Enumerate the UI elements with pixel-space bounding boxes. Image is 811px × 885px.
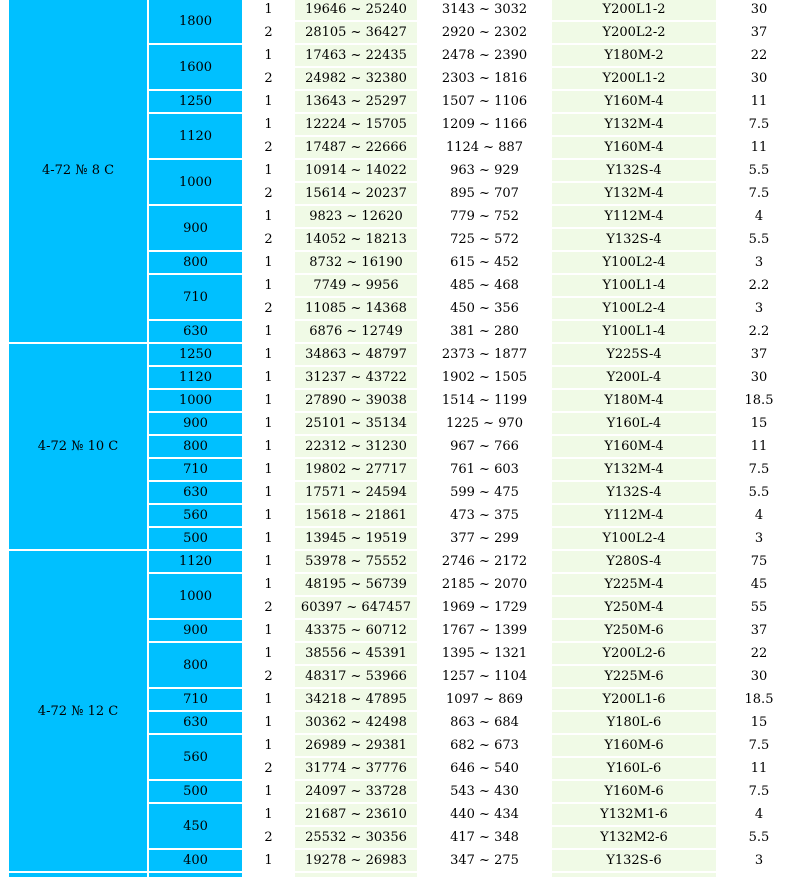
motor-power-cell: 15 [718, 712, 800, 733]
rotation-speed-cell: 1800 [149, 0, 242, 43]
position-cell: 1 [244, 45, 293, 66]
rotation-speed-cell: 560 [149, 735, 242, 779]
pressure-range-cell: 1225 ~ 970 [419, 413, 550, 434]
rotation-speed-cell: 1250 [149, 344, 242, 365]
motor-model-cell: Y132M2-6 [552, 827, 716, 848]
pressure-range-cell: 2303 ~ 1816 [419, 68, 550, 89]
motor-model-cell: Y160M-6 [552, 781, 716, 802]
motor-model-cell: Y100L2-4 [552, 252, 716, 273]
motor-model-cell: Y160M-6 [552, 735, 716, 756]
motor-model-cell: Y250M-6 [552, 620, 716, 641]
flow-range-cell: 25101 ~ 35134 [295, 413, 417, 434]
flow-range-cell: 24097 ~ 33728 [295, 781, 417, 802]
motor-model-cell: Y100L2-4 [552, 528, 716, 549]
motor-power-cell: 37 [718, 22, 800, 43]
pressure-range-cell: 2746 ~ 2172 [419, 551, 550, 572]
position-cell: 1 [244, 735, 293, 756]
position-cell: 1 [244, 781, 293, 802]
motor-power-cell: 3 [718, 528, 800, 549]
flow-range-cell: 27890 ~ 39038 [295, 390, 417, 411]
position-cell: 2 [244, 183, 293, 204]
rotation-speed-cell: 1120 [149, 114, 242, 158]
motor-model-cell: Y160M-4 [552, 137, 716, 158]
position-cell: 2 [244, 827, 293, 848]
motor-power-cell: 7.5 [718, 781, 800, 802]
position-cell: 1 [244, 850, 293, 871]
motor-power-cell: 22 [718, 643, 800, 664]
pressure-range-cell: 1902 ~ 1505 [419, 367, 550, 388]
flow-range-cell: 12224 ~ 15705 [295, 114, 417, 135]
rotation-speed-cell: 560 [149, 505, 242, 526]
position-cell: 1 [244, 344, 293, 365]
pressure-range-cell: 599 ~ 475 [419, 482, 550, 503]
flow-range-cell: 48317 ~ 53966 [295, 666, 417, 687]
pressure-range-cell: 1097 ~ 869 [419, 689, 550, 710]
flow-range-cell: 53978 ~ 75552 [295, 551, 417, 572]
motor-model-cell: Y200L1-2 [552, 0, 716, 20]
motor-power-cell: 5.5 [718, 160, 800, 181]
fan-model-cell: 4-72 № 10 C [9, 344, 147, 549]
motor-power-cell: 2.2 [718, 275, 800, 296]
motor-model-cell: Y200L2-6 [552, 643, 716, 664]
motor-model-cell: Y250M-4 [552, 597, 716, 618]
pressure-range-cell: 485 ~ 468 [419, 275, 550, 296]
motor-model-cell: Y100L1-4 [552, 275, 716, 296]
motor-model-cell: Y112M-4 [552, 206, 716, 227]
pressure-range-cell: 863 ~ 684 [419, 712, 550, 733]
pressure-range-cell: 1395 ~ 1321 [419, 643, 550, 664]
position-cell: 2 [244, 597, 293, 618]
pressure-range-cell: 1507 ~ 1106 [419, 91, 550, 112]
rotation-speed-cell: 630 [149, 321, 242, 342]
pressure-range-cell: 682 ~ 673 [419, 735, 550, 756]
motor-model-cell: Y180L-6 [552, 712, 716, 733]
flow-range-cell: 34218 ~ 47895 [295, 689, 417, 710]
pressure-range-cell: 1514 ~ 1199 [419, 390, 550, 411]
rotation-speed-cell: 1250 [149, 91, 242, 112]
position-cell: 2 [244, 68, 293, 89]
motor-power-cell: 18.5 [718, 689, 800, 710]
fan-model-cell: 4-72 № 12 C [9, 551, 147, 871]
position-cell: 1 [244, 275, 293, 296]
motor-model-cell: Y112M-4 [552, 505, 716, 526]
rotation-speed-cell: 900 [149, 206, 242, 250]
motor-model-cell: Y132S-4 [552, 160, 716, 181]
flow-range-cell: 31237 ~ 43722 [295, 367, 417, 388]
pressure-range-cell: 1209 ~ 1166 [419, 114, 550, 135]
position-cell: 1 [244, 321, 293, 342]
position-cell: 2 [244, 137, 293, 158]
motor-power-cell: 3 [718, 850, 800, 871]
motor-power-cell: 4 [718, 804, 800, 825]
position-cell: 1 [244, 620, 293, 641]
motor-model-cell: Y160L-4 [552, 413, 716, 434]
flow-range-cell: 6876 ~ 12749 [295, 321, 417, 342]
position-cell: 1 [244, 505, 293, 526]
motor-power-cell: 3 [718, 252, 800, 273]
pressure-range-cell: 761 ~ 603 [419, 459, 550, 480]
partial-cell [552, 873, 716, 877]
pressure-range-cell: 417 ~ 348 [419, 827, 550, 848]
flow-range-cell: 43375 ~ 60712 [295, 620, 417, 641]
flow-range-cell: 31774 ~ 37776 [295, 758, 417, 779]
rotation-speed-cell: 900 [149, 413, 242, 434]
pressure-range-cell: 2185 ~ 2070 [419, 574, 550, 595]
pressure-range-cell: 967 ~ 766 [419, 436, 550, 457]
flow-range-cell: 15618 ~ 21861 [295, 505, 417, 526]
motor-power-cell: 4 [718, 206, 800, 227]
motor-power-cell: 30 [718, 367, 800, 388]
pressure-range-cell: 1969 ~ 1729 [419, 597, 550, 618]
rotation-speed-cell: 800 [149, 643, 242, 687]
table-row [9, 873, 800, 877]
motor-model-cell: Y180M-4 [552, 390, 716, 411]
position-cell: 1 [244, 804, 293, 825]
pressure-range-cell: 440 ~ 434 [419, 804, 550, 825]
motor-model-cell: Y100L2-4 [552, 298, 716, 319]
flow-range-cell: 17487 ~ 22666 [295, 137, 417, 158]
position-cell: 1 [244, 689, 293, 710]
motor-power-cell: 3 [718, 298, 800, 319]
pressure-range-cell: 895 ~ 707 [419, 183, 550, 204]
pressure-range-cell: 347 ~ 275 [419, 850, 550, 871]
position-cell: 1 [244, 551, 293, 572]
partial-cell [295, 873, 417, 877]
spec-table-wrapper [7, 0, 802, 879]
motor-power-cell: 11 [718, 436, 800, 457]
position-cell: 1 [244, 482, 293, 503]
position-cell: 1 [244, 528, 293, 549]
motor-model-cell: Y160L-6 [552, 758, 716, 779]
motor-power-cell: 2.2 [718, 321, 800, 342]
position-cell: 2 [244, 666, 293, 687]
pressure-range-cell: 450 ~ 356 [419, 298, 550, 319]
motor-power-cell: 55 [718, 597, 800, 618]
flow-range-cell: 24982 ~ 32380 [295, 68, 417, 89]
position-cell: 1 [244, 367, 293, 388]
pressure-range-cell: 381 ~ 280 [419, 321, 550, 342]
rotation-speed-cell: 710 [149, 459, 242, 480]
flow-range-cell: 60397 ~ 647457 [295, 597, 417, 618]
rotation-speed-cell: 500 [149, 781, 242, 802]
position-cell: 2 [244, 229, 293, 250]
pressure-range-cell: 2373 ~ 1877 [419, 344, 550, 365]
flow-range-cell: 21687 ~ 23610 [295, 804, 417, 825]
flow-range-cell: 17571 ~ 24594 [295, 482, 417, 503]
position-cell: 1 [244, 436, 293, 457]
motor-model-cell: Y160M-4 [552, 436, 716, 457]
flow-range-cell: 30362 ~ 42498 [295, 712, 417, 733]
fan-model-cell: 4-72 № 8 C [9, 0, 147, 342]
motor-power-cell: 15 [718, 413, 800, 434]
rotation-speed-cell: 500 [149, 528, 242, 549]
rotation-speed-cell: 900 [149, 620, 242, 641]
motor-power-cell: 11 [718, 137, 800, 158]
flow-range-cell: 15614 ~ 20237 [295, 183, 417, 204]
rotation-speed-cell: 450 [149, 804, 242, 848]
motor-power-cell: 7.5 [718, 183, 800, 204]
table-row [9, 344, 800, 365]
motor-power-cell: 18.5 [718, 390, 800, 411]
rotation-speed-cell: 1000 [149, 160, 242, 204]
rotation-speed-cell: 1000 [149, 390, 242, 411]
motor-power-cell: 30 [718, 0, 800, 20]
motor-model-cell: Y160M-4 [552, 91, 716, 112]
motor-power-cell: 30 [718, 666, 800, 687]
flow-range-cell: 19646 ~ 25240 [295, 0, 417, 20]
motor-model-cell: Y225M-6 [552, 666, 716, 687]
pressure-range-cell: 646 ~ 540 [419, 758, 550, 779]
pressure-range-cell: 779 ~ 752 [419, 206, 550, 227]
motor-power-cell: 7.5 [718, 735, 800, 756]
motor-power-cell: 30 [718, 68, 800, 89]
motor-power-cell: 75 [718, 551, 800, 572]
flow-range-cell: 19802 ~ 27717 [295, 459, 417, 480]
motor-power-cell: 5.5 [718, 229, 800, 250]
table-row [9, 551, 800, 572]
fan-spec-table [7, 0, 802, 879]
motor-model-cell: Y132S-4 [552, 229, 716, 250]
flow-range-cell: 26989 ~ 29381 [295, 735, 417, 756]
position-cell: 1 [244, 574, 293, 595]
flow-range-cell: 34863 ~ 48797 [295, 344, 417, 365]
motor-model-cell: Y100L1-4 [552, 321, 716, 342]
motor-model-cell: Y132S-4 [552, 482, 716, 503]
motor-model-cell: Y200L1-6 [552, 689, 716, 710]
position-cell: 1 [244, 413, 293, 434]
rotation-speed-cell: 630 [149, 482, 242, 503]
position-cell: 1 [244, 114, 293, 135]
pressure-range-cell: 473 ~ 375 [419, 505, 550, 526]
rotation-speed-cell: 710 [149, 275, 242, 319]
flow-range-cell: 25532 ~ 30356 [295, 827, 417, 848]
flow-range-cell: 19278 ~ 26983 [295, 850, 417, 871]
partial-cell [419, 873, 550, 877]
motor-power-cell: 11 [718, 91, 800, 112]
motor-model-cell: Y132M-4 [552, 459, 716, 480]
motor-power-cell: 5.5 [718, 827, 800, 848]
position-cell: 1 [244, 206, 293, 227]
flow-range-cell: 22312 ~ 31230 [295, 436, 417, 457]
flow-range-cell: 14052 ~ 18213 [295, 229, 417, 250]
rotation-speed-cell: 710 [149, 689, 242, 710]
position-cell: 1 [244, 0, 293, 20]
position-cell: 1 [244, 390, 293, 411]
partial-cell [149, 873, 242, 877]
position-cell: 1 [244, 91, 293, 112]
position-cell: 1 [244, 712, 293, 733]
flow-range-cell: 17463 ~ 22435 [295, 45, 417, 66]
pressure-range-cell: 1124 ~ 887 [419, 137, 550, 158]
motor-power-cell: 22 [718, 45, 800, 66]
rotation-speed-cell: 400 [149, 850, 242, 871]
flow-range-cell: 8732 ~ 16190 [295, 252, 417, 273]
motor-model-cell: Y132S-6 [552, 850, 716, 871]
motor-power-cell: 5.5 [718, 482, 800, 503]
motor-model-cell: Y225M-4 [552, 574, 716, 595]
flow-range-cell: 9823 ~ 12620 [295, 206, 417, 227]
position-cell: 1 [244, 643, 293, 664]
motor-model-cell: Y132M-4 [552, 183, 716, 204]
flow-range-cell: 13945 ~ 19519 [295, 528, 417, 549]
motor-model-cell: Y200L-4 [552, 367, 716, 388]
rotation-speed-cell: 1600 [149, 45, 242, 89]
motor-power-cell: 11 [718, 758, 800, 779]
partial-cell [9, 873, 147, 877]
rotation-speed-cell: 1120 [149, 367, 242, 388]
motor-power-cell: 45 [718, 574, 800, 595]
motor-power-cell: 37 [718, 344, 800, 365]
motor-model-cell: Y200L1-2 [552, 68, 716, 89]
motor-model-cell: Y225S-4 [552, 344, 716, 365]
pressure-range-cell: 963 ~ 929 [419, 160, 550, 181]
flow-range-cell: 13643 ~ 25297 [295, 91, 417, 112]
motor-model-cell: Y132M-4 [552, 114, 716, 135]
rotation-speed-cell: 800 [149, 436, 242, 457]
pressure-range-cell: 543 ~ 430 [419, 781, 550, 802]
table-row [9, 0, 800, 20]
pressure-range-cell: 2920 ~ 2302 [419, 22, 550, 43]
pressure-range-cell: 3143 ~ 3032 [419, 0, 550, 20]
partial-cell [244, 873, 293, 877]
position-cell: 2 [244, 298, 293, 319]
motor-power-cell: 7.5 [718, 459, 800, 480]
flow-range-cell: 48195 ~ 56739 [295, 574, 417, 595]
flow-range-cell: 28105 ~ 36427 [295, 22, 417, 43]
rotation-speed-cell: 1000 [149, 574, 242, 618]
position-cell: 2 [244, 758, 293, 779]
motor-model-cell: Y200L2-2 [552, 22, 716, 43]
pressure-range-cell: 1257 ~ 1104 [419, 666, 550, 687]
position-cell: 2 [244, 22, 293, 43]
flow-range-cell: 7749 ~ 9956 [295, 275, 417, 296]
spec-table-body [9, 0, 800, 877]
motor-power-cell: 37 [718, 620, 800, 641]
pressure-range-cell: 725 ~ 572 [419, 229, 550, 250]
flow-range-cell: 11085 ~ 14368 [295, 298, 417, 319]
rotation-speed-cell: 1120 [149, 551, 242, 572]
flow-range-cell: 10914 ~ 14022 [295, 160, 417, 181]
rotation-speed-cell: 800 [149, 252, 242, 273]
motor-model-cell: Y180M-2 [552, 45, 716, 66]
pressure-range-cell: 377 ~ 299 [419, 528, 550, 549]
flow-range-cell: 38556 ~ 45391 [295, 643, 417, 664]
pressure-range-cell: 1767 ~ 1399 [419, 620, 550, 641]
pressure-range-cell: 2478 ~ 2390 [419, 45, 550, 66]
position-cell: 1 [244, 252, 293, 273]
motor-power-cell: 7.5 [718, 114, 800, 135]
partial-cell [718, 873, 800, 877]
pressure-range-cell: 615 ~ 452 [419, 252, 550, 273]
position-cell: 1 [244, 459, 293, 480]
position-cell: 1 [244, 160, 293, 181]
motor-model-cell: Y280S-4 [552, 551, 716, 572]
motor-power-cell: 4 [718, 505, 800, 526]
motor-model-cell: Y132M1-6 [552, 804, 716, 825]
rotation-speed-cell: 630 [149, 712, 242, 733]
